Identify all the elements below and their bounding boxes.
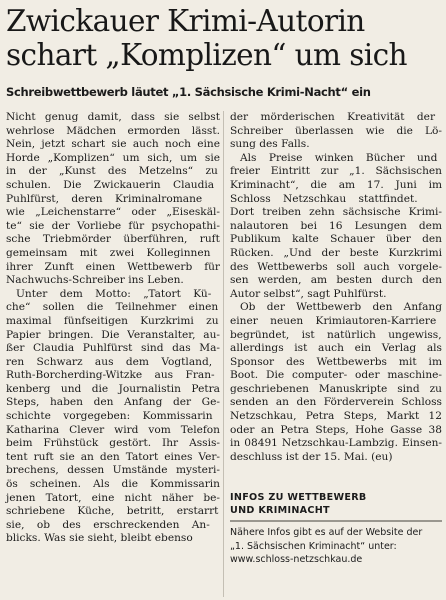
text-line: Papier bringen. Die Veranstalter, au- bbox=[6, 328, 220, 341]
text-line: sche Triebmörder überführen, ruft bbox=[6, 233, 220, 246]
text-line: sen werden, am besten durch den bbox=[230, 274, 442, 287]
info-box-title-line: UND KRIMINACHT bbox=[230, 504, 330, 516]
text-line: che“ sollen die Teilnehmer einen bbox=[6, 301, 219, 314]
text-line: Kriminacht“, die am 17. Juni im bbox=[230, 178, 442, 191]
text-line: Unter dem Motto: „Tatort Kü- bbox=[16, 287, 212, 300]
text-line: Publikum kalte Schauer über den bbox=[230, 233, 442, 246]
text-line: Rücken. „Und der beste Kurzkrimi bbox=[230, 246, 442, 259]
text-line: Steps, haben den Anfang der Ge- bbox=[6, 396, 220, 409]
text-line: deschluss ist der 15. Mai. (eu) bbox=[230, 450, 393, 463]
text-line: Nicht genug damit, dass sie selbst bbox=[6, 111, 220, 123]
headline-line-2: schart „Komplizen“ um sich bbox=[6, 38, 407, 72]
text-line: wie „Leichenstarre“ oder „Eiseskäl- bbox=[6, 206, 220, 219]
text-line: kenberg und die Journalistin Petra bbox=[6, 382, 220, 395]
website-url: www.schloss-netzschkau.de bbox=[230, 554, 363, 566]
info-box-title bbox=[230, 492, 442, 517]
text-line: beim Frühstück gestört. Ihr Assis- bbox=[6, 437, 220, 450]
text-line: in der „Kunst des Metzelns“ zu bbox=[6, 165, 218, 178]
article-column-left bbox=[6, 111, 220, 546]
text-line: schriebene Küche, betritt, erstarrt bbox=[6, 505, 219, 518]
text-line: der mörderischen Kreativität der bbox=[230, 111, 436, 123]
headline-line-1: Zwickauer Krimi-Autorin bbox=[6, 4, 365, 38]
article-subheadline: Schreibwettbewerb läutet „1. Sächsische Krimi-Nacht“ ein bbox=[6, 85, 371, 99]
info-box bbox=[230, 492, 442, 567]
text-line: ßer Claudia Puhlfürst sind das Ma- bbox=[6, 342, 220, 355]
text-line: Sponsor des Wettbewerbs mit im bbox=[230, 355, 442, 368]
text-line: Nachwuchs-Schreiber ins Leben. bbox=[6, 274, 184, 287]
info-box-text bbox=[230, 526, 442, 567]
info-text-line: Nähere Infos gibt es auf der Website der bbox=[230, 527, 423, 538]
text-line: Schreiber überlassen wie die Lö- bbox=[230, 124, 442, 137]
text-line: Netzschkau, Petra Steps, Markt 12 bbox=[230, 410, 442, 423]
text-line: maximal fünfseitigen Kurzkrimi zu bbox=[6, 314, 219, 327]
article-headline bbox=[6, 4, 444, 72]
text-line: schulen. Die Zwickauerin Claudia bbox=[6, 178, 215, 191]
paragraph bbox=[230, 111, 442, 152]
text-line: senden an den Förderverein Schloss bbox=[230, 396, 442, 409]
text-line: te“ sie der Vorliebe für psychopathi- bbox=[6, 219, 220, 232]
text-line: einer neuen Krimiautoren-Karriere bbox=[230, 314, 437, 327]
text-line: begründet, ist natürlich ungewiss, bbox=[230, 328, 442, 341]
text-line: Puhlfürst, deren Kriminalromane bbox=[6, 192, 203, 205]
column-divider bbox=[223, 111, 224, 597]
text-line: sie, ob des erschreckenden An- bbox=[6, 518, 210, 531]
paragraph bbox=[230, 152, 442, 302]
text-line: ihrer Zunft einen Wettbewerb für bbox=[6, 260, 220, 273]
text-line: Dort treiben zehn sächsische Krimi- bbox=[230, 206, 442, 219]
text-line: sung des Falls. bbox=[230, 138, 310, 151]
text-line: brechens, dessen Umstände mysteri- bbox=[6, 464, 220, 477]
text-line: wehrlose Mädchen ermorden lässt. bbox=[6, 124, 220, 137]
text-line: freier Eintritt zur „1. Sächsischen bbox=[230, 165, 442, 178]
text-line: Als Preise winken Bücher und bbox=[240, 151, 438, 164]
text-line: blicks. Was sie sieht, bleibt ebenso bbox=[6, 532, 193, 545]
text-line: Ruth-Borcherding-Witzke aus Fran- bbox=[6, 369, 215, 382]
text-line: schichte vorgegeben: Kommissarin bbox=[6, 410, 213, 423]
text-line: gemeinsam mit zwei Kolleginnen bbox=[6, 246, 211, 259]
paragraph bbox=[6, 111, 220, 288]
text-line: jenen Tatort, eine nicht näher be- bbox=[6, 491, 220, 504]
text-line: nalautoren bei 16 Lesungen dem bbox=[230, 219, 442, 232]
article-column-right bbox=[230, 111, 442, 464]
text-line: allerdings ist auch ein Verlag als bbox=[230, 342, 442, 355]
info-box-rule bbox=[230, 520, 442, 522]
text-line: tent ruft sie an den Tatort eines Ver- bbox=[6, 450, 220, 463]
paragraph bbox=[230, 301, 442, 464]
text-line: Ob der Wettbewerb den Anfang bbox=[240, 301, 442, 314]
text-line: Autor selbst“, sagt Puhlfürst. bbox=[230, 287, 387, 300]
text-line: des Wettbewerbs soll auch vorgele- bbox=[230, 260, 442, 273]
info-text-line: „1. Sächsischen Kriminacht“ unter: bbox=[230, 540, 397, 552]
text-line: in 08491 Netzschkau-Lambzig. Einsen- bbox=[230, 437, 442, 450]
text-line: ren Schwarz aus dem Vogtland, bbox=[6, 355, 213, 368]
text-line: geschriebenen Manuskripte sind zu bbox=[230, 382, 442, 395]
text-line: Nein, jetzt schart sie auch noch eine bbox=[6, 138, 220, 151]
text-line: Horde „Komplizen“ um sich, um sie bbox=[6, 151, 220, 164]
text-line: Schloss Netzschkau stattfindet. bbox=[230, 192, 418, 205]
text-line: oder an Petra Steps, Hohe Gasse 38 bbox=[230, 423, 442, 436]
text-line: ös scheinen. Als die Kommissarin bbox=[6, 478, 220, 491]
text-line: Katharina Clever wird vom Telefon bbox=[6, 423, 220, 436]
paragraph bbox=[6, 288, 220, 546]
text-line: Boot. Die computer- oder maschine- bbox=[230, 369, 442, 382]
info-box-title-line: INFOS ZU WETTBEWERB bbox=[230, 492, 367, 503]
